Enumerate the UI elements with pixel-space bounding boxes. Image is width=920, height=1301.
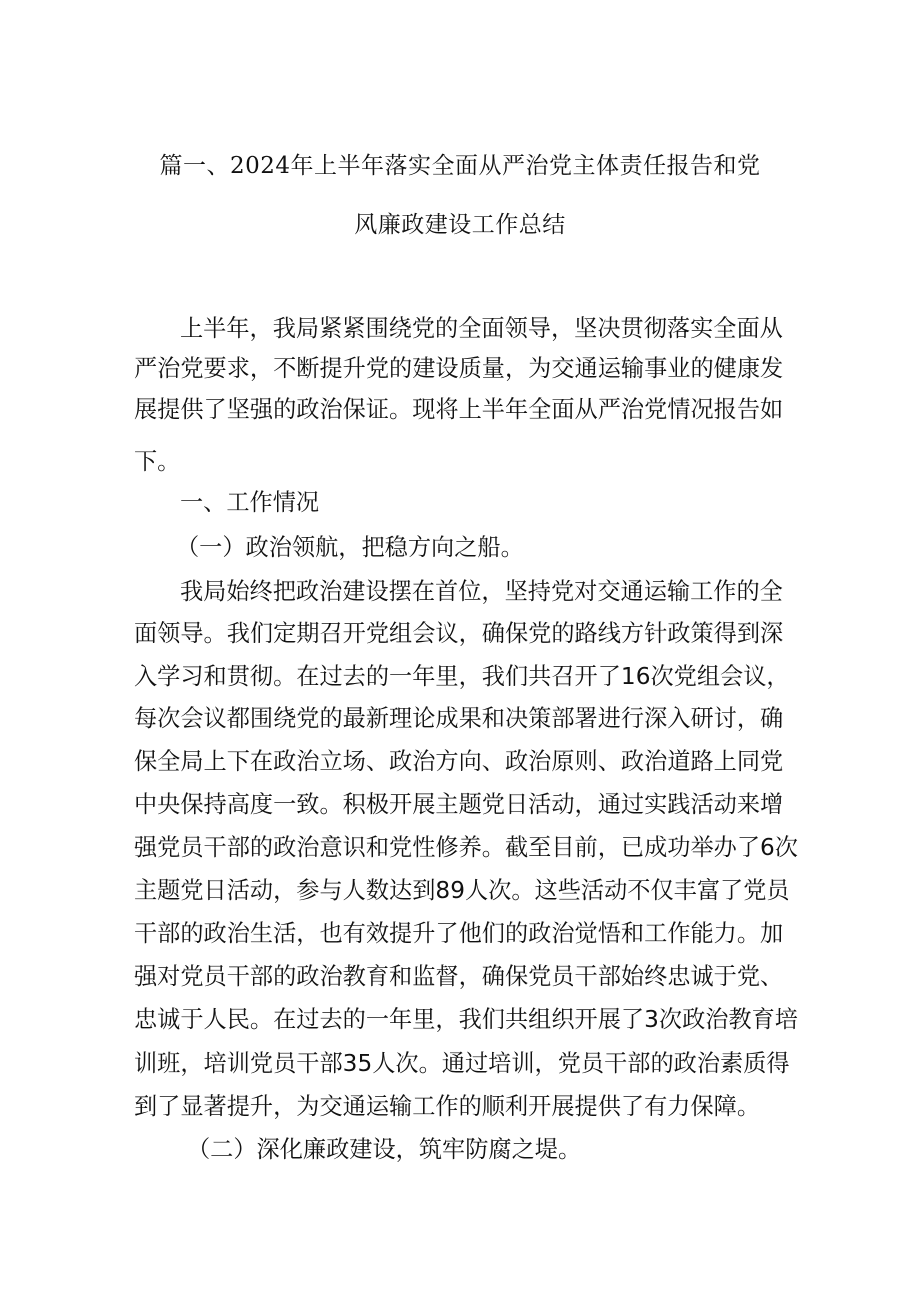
text-line: 训班，培训党员干部35人次。通过培训，党员干部的政治素质得 bbox=[134, 1050, 790, 1077]
text-line: 上半年，我局紧紧围绕党的全面领导，坚决贯彻落实全面从 bbox=[180, 315, 783, 342]
text-line: 干部的政治生活，也有效提升了他们的政治觉悟和工作能力。加 bbox=[134, 920, 784, 947]
subsection-heading: （二）深化廉政建设，筑牢防腐之堤。 bbox=[187, 1136, 582, 1163]
text-line: 强党员干部的政治意识和党性修养。截至目前，已成功举办了6次 bbox=[134, 834, 798, 861]
text-line: 忠诚于人民。在过去的一年里，我们共组织开展了3次政治教育培 bbox=[134, 1006, 798, 1033]
text-line: 每次会议都围绕党的最新理论成果和决策部署进行深入研讨，确 bbox=[134, 705, 784, 732]
text-line: 中央保持高度一致。积极开展主题党日活动，通过实践活动来增 bbox=[134, 791, 784, 818]
text-line: 展提供了坚强的政治保证。现将上半年全面从严治党情况报告如 bbox=[134, 396, 784, 423]
text-line: 面领导。我们定期召开党组会议，确保党的路线方针政策得到深 bbox=[134, 620, 784, 647]
text-line: 入学习和贯彻。在过去的一年里，我们共召开了16次党组会议， bbox=[134, 663, 790, 690]
subsection-heading: （一）政治领航，把稳方向之船。 bbox=[176, 534, 524, 561]
text-line: 强对党员干部的政治教育和监督，确保党员干部始终忠诚于党、 bbox=[134, 963, 784, 990]
text-line: 保全局上下在政治立场、政治方向、政治原则、政治道路上同党 bbox=[134, 748, 784, 775]
text-line: 我局始终把政治建设摆在首位，坚持党对交通运输工作的全 bbox=[180, 578, 783, 605]
text-line: 到了显著提升，为交通运输工作的顺利开展提供了有力保障。 bbox=[134, 1093, 761, 1120]
document-title-line-2: 风廉政建设工作总结 bbox=[354, 212, 566, 238]
text-line: 下。 bbox=[134, 448, 181, 475]
section-heading: 一、工作情况 bbox=[180, 489, 320, 516]
document-title-line-1: 篇一、2024年上半年落实全面从严治党主体责任报告和党 bbox=[159, 153, 761, 179]
text-line: 主题党日活动，参与人数达到89人次。这些活动不仅丰富了党员 bbox=[134, 877, 790, 904]
text-line: 严治党要求，不断提升党的建设质量，为交通运输事业的健康发 bbox=[134, 355, 784, 382]
